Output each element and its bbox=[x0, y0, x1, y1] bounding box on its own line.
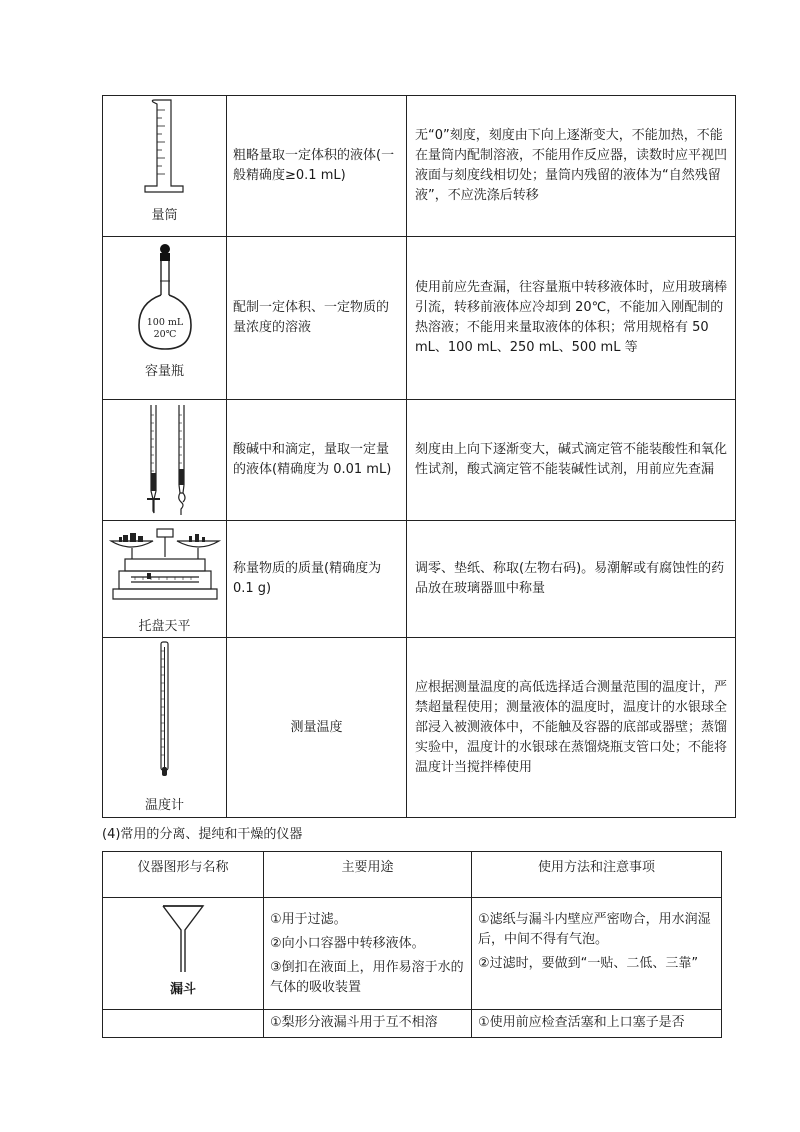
graduated-cylinder-icon bbox=[139, 98, 189, 198]
burette-icon bbox=[143, 403, 191, 517]
main-use: 称量物质的质量(精确度为 0.1 g) bbox=[227, 521, 407, 638]
section-title: (4)常用的分离、提纯和干燥的仪器 bbox=[102, 827, 303, 842]
funnel-cell bbox=[103, 898, 264, 1010]
use-item: ②向小口容器中转移液体。 bbox=[270, 936, 425, 951]
main-use bbox=[264, 1010, 472, 1038]
use-item: ①梨形分液漏斗用于互不相溶 bbox=[270, 1015, 438, 1030]
table-row bbox=[103, 1010, 722, 1038]
flask-temperature-label: 20℃ bbox=[153, 329, 177, 340]
tray-balance-icon bbox=[107, 525, 223, 607]
table-row bbox=[103, 521, 736, 638]
usage-notes: 应根据测量温度的高低选择适合测量范围的温度计，严禁超量程使用；测量液体的温度时，温度计的水银球全部浸入被测液体中，不能触及容器的底部或器壁；蒸馏实验中，温度计的水银球在蒸馏烧瓶支管口处；不能将温度计当搅拌棒使用 bbox=[407, 638, 736, 818]
column-header: 仪器图形与名称 bbox=[103, 852, 264, 898]
instrument-name: 托盘天平 bbox=[138, 619, 191, 634]
main-use: 酸碱中和滴定，量取一定量的液体(精确度为 0.01 mL) bbox=[227, 400, 407, 521]
usage-notes: 刻度由上向下逐渐变大，碱式滴定管不能装酸性和氧化性试剂，酸式滴定管不能装碱性试剂，用前应先查漏 bbox=[407, 400, 736, 521]
instrument-name: 温度计 bbox=[144, 798, 184, 813]
graduated-cylinder-cell bbox=[103, 96, 227, 237]
volumetric-flask-cell bbox=[103, 237, 227, 400]
use-item: ①用于过滤。 bbox=[270, 912, 347, 927]
table-row bbox=[103, 237, 736, 400]
use-item: ③倒扣在液面上，用作易溶于水的气体的吸收装置 bbox=[270, 960, 464, 995]
balance-cell bbox=[103, 521, 227, 638]
instrument-table-1 bbox=[102, 95, 736, 818]
main-use: 粗略量取一定体积的液体(一般精确度≥0.1 mL) bbox=[227, 96, 407, 237]
instrument-table-2 bbox=[102, 851, 722, 1038]
burette-cell bbox=[103, 400, 227, 521]
note-item: ②过滤时，要做到“一贴、二低、三靠” bbox=[478, 956, 699, 971]
funnel-notes bbox=[472, 898, 722, 1010]
table-row bbox=[103, 638, 736, 818]
column-header: 主要用途 bbox=[264, 852, 472, 898]
table-row bbox=[103, 400, 736, 521]
thermometer-icon bbox=[157, 641, 173, 779]
usage-notes: 无“0”刻度，刻度由下向上逐渐变大，不能加热，不能在量筒内配制溶液，不能用作反应器，读数时应平视凹液面与刻度线相切处；量筒内残留的液体为“自然残留液”，不应洗涤后转移 bbox=[407, 96, 736, 237]
note-item: ①滤纸与漏斗内壁应严密吻合，用水润湿后，中间不得有气泡。 bbox=[478, 912, 711, 947]
column-header: 使用方法和注意事项 bbox=[472, 852, 722, 898]
instrument-name: 容量瓶 bbox=[144, 364, 184, 379]
table-row bbox=[103, 96, 736, 237]
instrument-name: 量筒 bbox=[151, 208, 178, 223]
volumetric-flask-icon bbox=[133, 241, 197, 355]
main-use: 配制一定体积、一定物质的量浓度的溶液 bbox=[227, 237, 407, 400]
flask-volume-label: 100 mL bbox=[146, 317, 184, 328]
note-item: ①使用前应检查活塞和上口塞子是否 bbox=[478, 1015, 685, 1030]
thermometer-cell bbox=[103, 638, 227, 818]
table-row bbox=[103, 898, 722, 1010]
funnel-uses bbox=[264, 898, 472, 1010]
usage-notes: 调零、垫纸、称取(左物右码)。易潮解或有腐蚀性的药品放在玻璃器皿中称量 bbox=[407, 521, 736, 638]
instrument-name: 漏斗 bbox=[169, 982, 196, 997]
main-use: 测量温度 bbox=[227, 638, 407, 818]
next-instrument-cell bbox=[103, 1010, 264, 1038]
usage-notes: 使用前应先查漏，往容量瓶中转移液体时，应用玻璃棒引流，转移前液体应冷却到 20℃，不能加入刚配制的热溶液；不能用来量取液体的体积；常用规格有 50 mL、100 mL、250 mL、500 mL 等 bbox=[407, 237, 736, 400]
usage-notes bbox=[472, 1010, 722, 1038]
funnel-icon bbox=[161, 904, 205, 974]
table-header-row bbox=[103, 852, 722, 898]
